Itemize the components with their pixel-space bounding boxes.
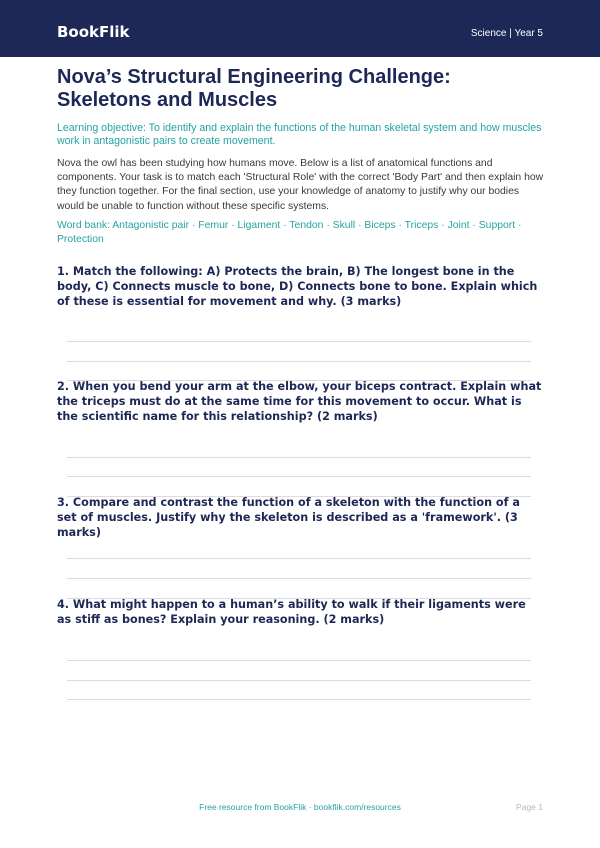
answer-line[interactable] <box>67 457 531 458</box>
page-header <box>0 0 600 57</box>
footer-credit: Free resource from BookFlik · bookflik.com/resources <box>199 802 401 812</box>
learning-objective: Learning objective: To identify and explain the functions of the human skeletal system and how muscles work in antagonistic pairs to create movement. <box>57 122 542 147</box>
word-bank: Word bank: Antagonistic pair · Femur · Ligament · Tendon · Skull · Biceps · Triceps · Joint · Support · Protection <box>57 220 522 245</box>
question-2: 2. When you bend your arm at the elbow, your biceps contract. Explain what the triceps must do at the same time for this movement to occur. What is the scientific name for this relationship? (2 marks) <box>57 380 542 423</box>
answer-line[interactable] <box>67 558 531 559</box>
question-4: 4. What might happen to a human’s ability to walk if their ligaments were as stiff as bones? Explain your reasoning. (2 marks) <box>57 598 526 626</box>
question-3: 3. Compare and contrast the function of a skeleton with the function of a set of muscles. Justify why the skeleton is described as a 'framework'. (3 marks) <box>57 496 520 539</box>
answer-line[interactable] <box>67 341 531 342</box>
intro-paragraph: Nova the owl has been studying how humans move. Below is a list of anatomical functions and components. Your task is to match each 'Structural Role' with the correct 'Body Part' and then explain how they function together. For the final section, use your knowledge of anatomy to justify why our bodies would be unable to function without these specific systems. <box>57 158 544 212</box>
question-1: 1. Match the following: A) Protects the brain, B) The longest bone in the body, C) Connects muscle to bone, D) Connects bone to bone. Explain which of these is essential for movement and why. (3 marks) <box>57 265 538 308</box>
answer-line[interactable] <box>67 578 531 579</box>
worksheet-title: Nova’s Structural Engineering Challenge: Skeletons and Muscles <box>57 66 451 111</box>
page-number: Page 1 <box>516 802 543 812</box>
answer-line[interactable] <box>67 476 531 477</box>
answer-line[interactable] <box>67 680 531 681</box>
brand-logo-text: BookFlik <box>57 23 130 41</box>
answer-line[interactable] <box>67 361 531 362</box>
subject-year-label: Science | Year 5 <box>470 28 543 39</box>
answer-line[interactable] <box>67 660 531 661</box>
answer-line[interactable] <box>67 699 531 700</box>
